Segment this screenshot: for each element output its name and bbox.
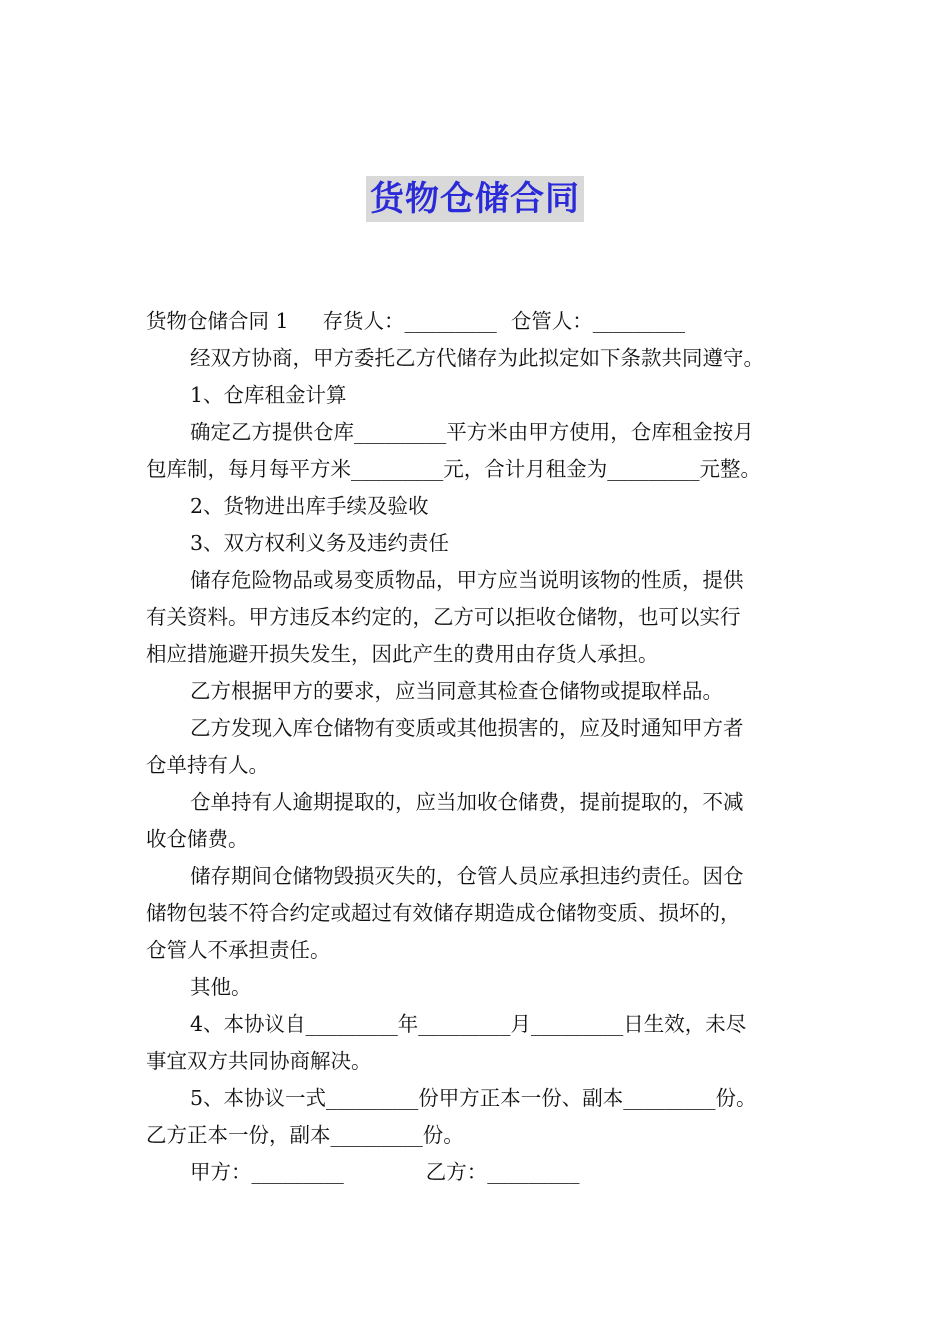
header-line	[146, 303, 806, 340]
document-body	[146, 303, 806, 1191]
paragraph-damage-notice-line-2: 仓单持有人。	[146, 753, 269, 777]
title-container	[0, 176, 950, 222]
party-a-signature: 甲方：_________	[190, 1160, 344, 1184]
section-heading-1: 1、仓库租金计算	[190, 383, 347, 407]
paragraph-other: 其他。	[190, 975, 252, 999]
paragraph-liability-line-2: 储物包装不符合约定或超过有效储存期造成仓储物变质、损坏的，	[146, 901, 741, 925]
signature-line	[146, 1154, 806, 1191]
doc-label: 货物仓储合同 1	[146, 309, 289, 333]
section-4-line-2: 事宜双方共同协商解决。	[146, 1049, 372, 1073]
section-5-line-2: 乙方正本一份，副本_________份。	[146, 1123, 464, 1147]
section-heading-3: 3、双方权利义务及违约责任	[190, 531, 450, 555]
keeper-field: 仓管人：_________	[510, 309, 686, 333]
paragraph-rent-line-2: 包库制，每月每平方米_________元，合计月租金为_________元整。	[146, 457, 761, 481]
paragraph-overdue-line-2: 收仓储费。	[146, 827, 249, 851]
section-heading-2: 2、货物进出库手续及验收	[190, 494, 429, 518]
paragraph-overdue-line-1: 仓单持有人逾期提取的，应当加收仓储费，提前提取的，不减	[190, 790, 744, 814]
paragraph-inspection: 乙方根据甲方的要求，应当同意其检查仓储物或提取样品。	[190, 679, 723, 703]
depositor-field: 存货人：_________	[322, 309, 497, 333]
party-b-signature: 乙方：_________	[425, 1160, 580, 1184]
paragraph-hazard-line-2: 有关资料。甲方违反本约定的，乙方可以拒收仓储物，也可以实行	[146, 605, 741, 629]
paragraph-liability-line-1: 储存期间仓储物毁损灭失的，仓管人员应承担违约责任。因仓	[190, 864, 744, 888]
section-4-line-1: 4、本协议自_________年_________月_________日生效，未尽	[190, 1012, 747, 1036]
paragraph-hazard-line-1: 储存危险物品或易变质物品，甲方应当说明该物的性质，提供	[190, 568, 744, 592]
document-title: 货物仓储合同	[366, 176, 584, 222]
paragraph-liability-line-3: 仓管人不承担责任。	[146, 938, 331, 962]
paragraph-hazard-line-3: 相应措施避开损失发生，因此产生的费用由存货人承担。	[146, 642, 659, 666]
paragraph-intro: 经双方协商，甲方委托乙方代储存为此拟定如下条款共同遵守。	[190, 346, 764, 370]
paragraph-damage-notice-line-1: 乙方发现入库仓储物有变质或其他损害的，应及时通知甲方者	[190, 716, 744, 740]
paragraph-rent-line-1: 确定乙方提供仓库_________平方米由甲方使用，仓库租金按月	[190, 420, 754, 444]
section-5-line-1: 5、本协议一式_________份甲方正本一份、副本_________份。	[190, 1086, 757, 1110]
